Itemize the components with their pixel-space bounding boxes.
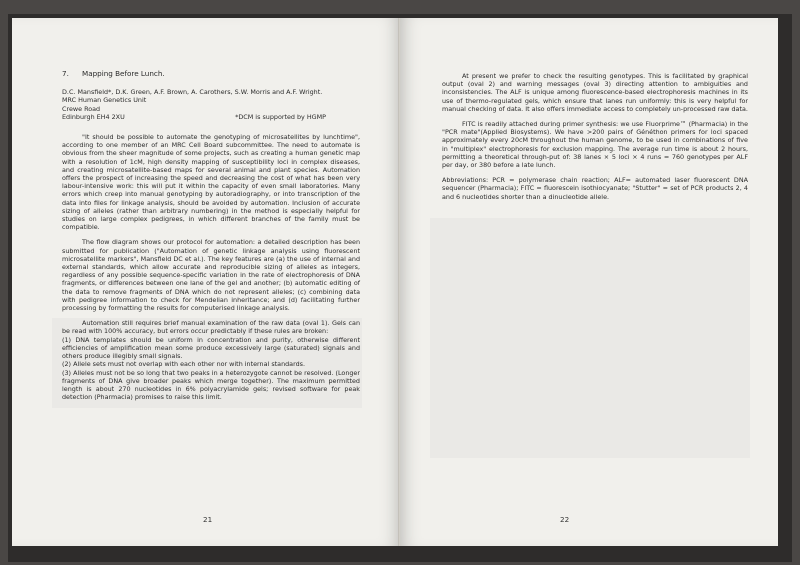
left-page-body	[62, 70, 360, 408]
left-page	[12, 18, 400, 546]
affiliation-line: MRC Human Genetics Unit	[62, 96, 147, 105]
rule-item: (1) DNA templates should be uniform in concentration and purity, otherwise different efficiencies of amplification mean some produce excessively large (saturated) signals and others produce illegibly small signals.	[62, 335, 360, 361]
page-number: 22	[560, 515, 570, 524]
section-heading	[62, 70, 360, 78]
address-row	[62, 113, 360, 121]
rule-item: (2) Allele sets must not overlap with each other nor with internal standards.	[62, 360, 306, 369]
bleed-through	[430, 218, 750, 458]
abbreviations: Abbreviations: PCR = polymerase chain reaction; ALF= automated laser fluorescent DNA sequencer (Pharmacia); FITC = fluorescein isothiocyanate; "Stutter" = set of PCR products 2, 4 and 6 nucleotides shorter than a dinucleotide allele.	[442, 176, 748, 201]
paragraph: "It should be possible to automate the genotyping of microsatellites by lunchtime", according to one member of an MRC Cell Board subcommittee. The need to automate is obvious from the sheer magnitude of some projects, such as creating a human genetic map with a resolution of 1cM, high density mapping of susceptibility loci in complex diseases, and creating microsatellite-based maps for several animal and plant species. Automation offers the prospect of increasing the speed and decreasing the cost of what has been very labour-intensive work: this will put it within the capacity of even small laboratories. Many errors which creep into manual genotyping by autoradiography, or into transcription of the data into files for linkage analysis, should be avoided by automation. Inclusion of accurate sizing of alleles (rather than arbitrary numbering) in the method is especially helpful for studies on large complex pedigrees, in which different branches of the family must be compatible.	[62, 133, 360, 232]
paragraph: FITC is readily attached during primer synthesis: we use Fluorprime™ (Pharmacia) in the "PCR mate"(Applied Biosystems). We have >200 pairs of Généthon primers for loci spaced approximately every 20cM throughout the human genome, to be used in combinations of five in "multiplex" electrophoresis for exclusion mapping. The average run time is about 2 hours, permitting a theoretical through-put of: 38 lanes × 5 loci × 4 runs = 760 genotypes per ALF per day, or 380 before a late lunch.	[442, 120, 748, 170]
affiliation-line: Crewe Road	[62, 104, 101, 113]
support-footnote: *DCM is supported by HGMP	[235, 112, 326, 121]
affiliation-line: Edinburgh EH4 2XU	[62, 112, 125, 121]
paragraph: The flow diagram shows our protocol for automation: a detailed description has been submitted for publication ("Automation of genetic linkage analysis using fluorescent microsatellite markers", Mansfield DC et al.). The key features are (a) the use of internal and external standards, which allow accurate and reproducible sizing of alleles as integers, regardless of any possible sequence-specific variation in the rate of electrophoresis of DNA fragments, or differences between one lane of the gel and another; (b) automatic editing of the data to remove fragments of DNA which do not represent alleles; (c) combining data with pedigree information to check for Mendelian inheritance; and (d) facilitating further processing by formatting the results for computerised linkage analysis.	[62, 238, 360, 313]
paragraph: At present we prefer to check the resulting genotypes. This is facilitated by graphical output (oval 2) and warning messages (oval 3) directing attention to ambiguities and inconsistencies. The ALF is unique among fluorescence-based electrophoresis machines in its use of thermo-regulated gels, which ensure that lanes run uniformly: this is very helpful for manual checking of data. It also offers immediate access to completely un-processed raw data.	[442, 72, 748, 113]
right-page-body	[442, 72, 748, 208]
rule-item: (3) Alleles must not be so long that two peaks in a heterozygote cannot be resolved. (Longer fragments of DNA give broader peaks which merge together). The maximum permitted length is about 270 nucleotides in 6% polyacrylamide gels; revised software for peak detection (Pharmacia) promises to raise this limit.	[62, 368, 360, 402]
section-number: 7.	[62, 69, 69, 78]
page-number: 21	[203, 515, 213, 524]
paragraph: Automation still requires brief manual examination of the raw data (oval 1). Gels can be read with 100% accuracy, but errors occur predictably if these rules are broken:	[62, 319, 360, 336]
right-page	[400, 18, 778, 546]
section-title: Mapping Before Lunch.	[82, 69, 165, 78]
authors: D.C. Mansfield*, D.K. Green, A.F. Brown, A. Carothers, S.W. Morris and A.F. Wright.	[62, 88, 323, 97]
